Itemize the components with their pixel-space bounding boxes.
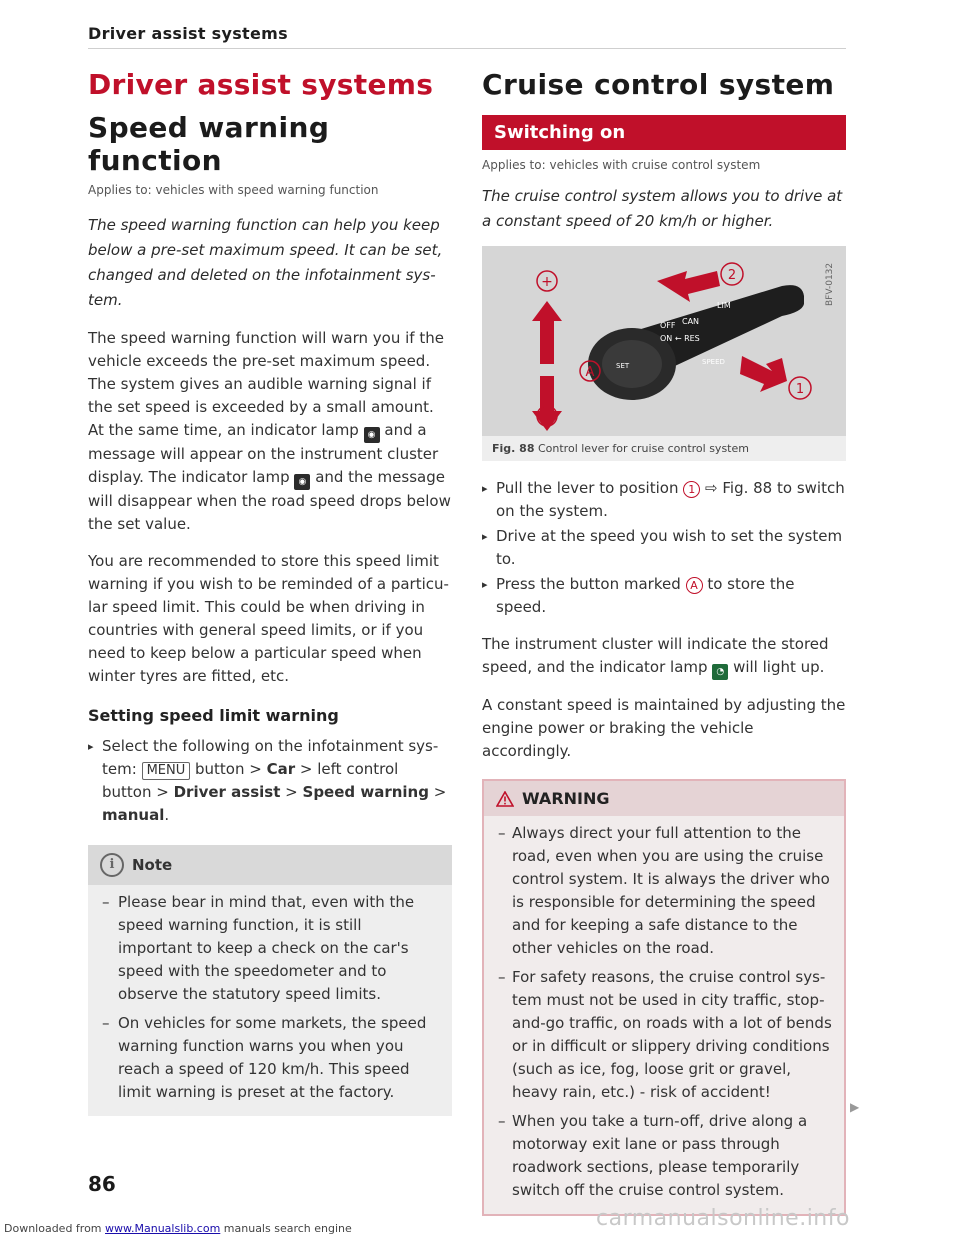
- body-paragraph: The instrument cluster will indicate the stored speed, and the indicator lamp ◔ will light up.: [482, 633, 846, 680]
- note-box: [88, 845, 452, 1116]
- watermark: carmanualsonline.info: [596, 1206, 850, 1231]
- intro-text: The speed warning function can help you keep below a pre-set maximum speed. It can be set, changed and deleted on the infotainment system.: [88, 216, 443, 309]
- body-paragraph: You are recommended to store this speed limit warning if you wish to be reminded of a particular speed limit. This could be when driving in countries with general speed limits, or if you need to keep below a particular speed when winter tyres are fitted, etc.: [88, 552, 449, 685]
- page-title: Speed warning function: [88, 111, 330, 177]
- body-paragraph: A constant speed is maintained by adjusting the engine power or braking the vehicle accordingly.: [482, 696, 846, 760]
- instruction-step: ▸ Drive at the speed you wish to set the system to.: [482, 525, 846, 571]
- label-two: 2: [727, 268, 737, 283]
- label-minus: −: [541, 409, 553, 425]
- note-item: – On vehicles for some markets, the speed warning function warns you when you reach a speed of 120 km/h. This speed limit warning is preset at the factory.: [88, 1012, 452, 1104]
- right-column: [482, 68, 846, 1216]
- page-number: 86: [88, 1172, 116, 1196]
- figure-reference[interactable]: ⇨ Fig. 88: [705, 479, 773, 497]
- running-header: Driver assist systems: [88, 24, 288, 43]
- warning-box: [482, 779, 846, 1216]
- label-cancel: CAN: [682, 317, 700, 326]
- label-plus: +: [541, 274, 553, 290]
- warning-triangle-icon: [496, 791, 514, 807]
- manualslib-link[interactable]: www.Manualslib.com: [105, 1222, 221, 1235]
- button-a-marker: A: [686, 577, 703, 594]
- left-column: [88, 68, 452, 1116]
- position-1-marker: 1: [683, 481, 700, 498]
- instruction-step: ▸ Pull the lever to position 1 ⇨ Fig. 88 to switch on the system.: [482, 477, 846, 523]
- note-item: – Please bear in mind that, even with the speed warning function, it is still important to keep a check on the car's speed with the speedometer and to observe the statutory speed limits.: [88, 891, 452, 1006]
- instruction-step: ▸ Press the button marked A to store the speed.: [482, 573, 846, 619]
- figure-cruise-lever: [482, 246, 846, 436]
- label-one: 1: [795, 382, 805, 397]
- intro-text: The cruise control system allows you to drive at a constant speed of 20 km/h or higher.: [482, 187, 843, 230]
- applies-to: Applies to: vehicles with cruise control system: [482, 158, 761, 172]
- download-footer: Downloaded from www.Manualslib.com manuals search engine: [4, 1222, 352, 1235]
- lever-illustration: [482, 246, 846, 436]
- note-header: i Note: [88, 845, 452, 885]
- continue-arrow-icon: ▶: [850, 1100, 860, 1114]
- warning-item: – When you take a turn-off, drive along a motorway exit lane or pass through roadwork sections, please temporarily switch off the cruise control system.: [484, 1110, 844, 1202]
- label-lim: LIM: [717, 301, 731, 310]
- page-title: Cruise control system: [482, 68, 835, 101]
- subsection-banner: Switching on: [482, 115, 846, 150]
- label-a: A: [585, 365, 595, 380]
- speed-warning-lamp-icon: ◉: [364, 427, 380, 443]
- label-on-res: ON ← RES: [660, 334, 700, 343]
- label-off: OFF: [660, 321, 676, 330]
- label-set: SET: [616, 362, 630, 370]
- instruction-step: ▸ Select the following on the infotainment system: MENU button > Car > left control button > Driver assist > Speed warning > manual.: [88, 735, 452, 827]
- applies-to: Applies to: vehicles with speed warning function: [88, 183, 379, 197]
- speed-warning-lamp-icon: ◉: [294, 474, 310, 490]
- warning-header: WARNING: [484, 781, 844, 816]
- section-title: Driver assist systems: [88, 68, 434, 101]
- subheading: Setting speed limit warning: [88, 706, 339, 725]
- menu-key: MENU: [142, 762, 191, 780]
- cruise-control-lamp-icon: ◔: [712, 664, 728, 680]
- warning-item: – For safety reasons, the cruise control system must not be used in city traffic, stop-and-go traffic, on roads with a lot of bends or in difficult or slippery driving conditions (such as ice, fog, loose grit or gravel, heavy rain, etc.) - risk of accident!: [484, 966, 844, 1104]
- figure-caption: Fig. 88 Control lever for cruise control system: [482, 436, 846, 461]
- label-speed: SPEED: [702, 358, 725, 366]
- figure-id: BFV-0132: [825, 262, 835, 306]
- info-icon: i: [100, 853, 124, 877]
- header-rule: [88, 48, 846, 49]
- warning-item: – Always direct your full attention to the road, even when you are using the cruise control system. It is always the driver who is responsible for determining the speed and for keeping a safe distance to the other vehicles on the road.: [484, 822, 844, 960]
- body-paragraph: The speed warning function will warn you if the vehicle exceeds the pre-set maximum speed. The system gives an audible warning signal if the set speed is exceeded by a small amount. At the same time, an indicator lamp ◉ and a message will appear on the instrument cluster display. The indicator lamp ◉ and the message will disappear when the road speed drops below the set value.: [88, 329, 451, 533]
